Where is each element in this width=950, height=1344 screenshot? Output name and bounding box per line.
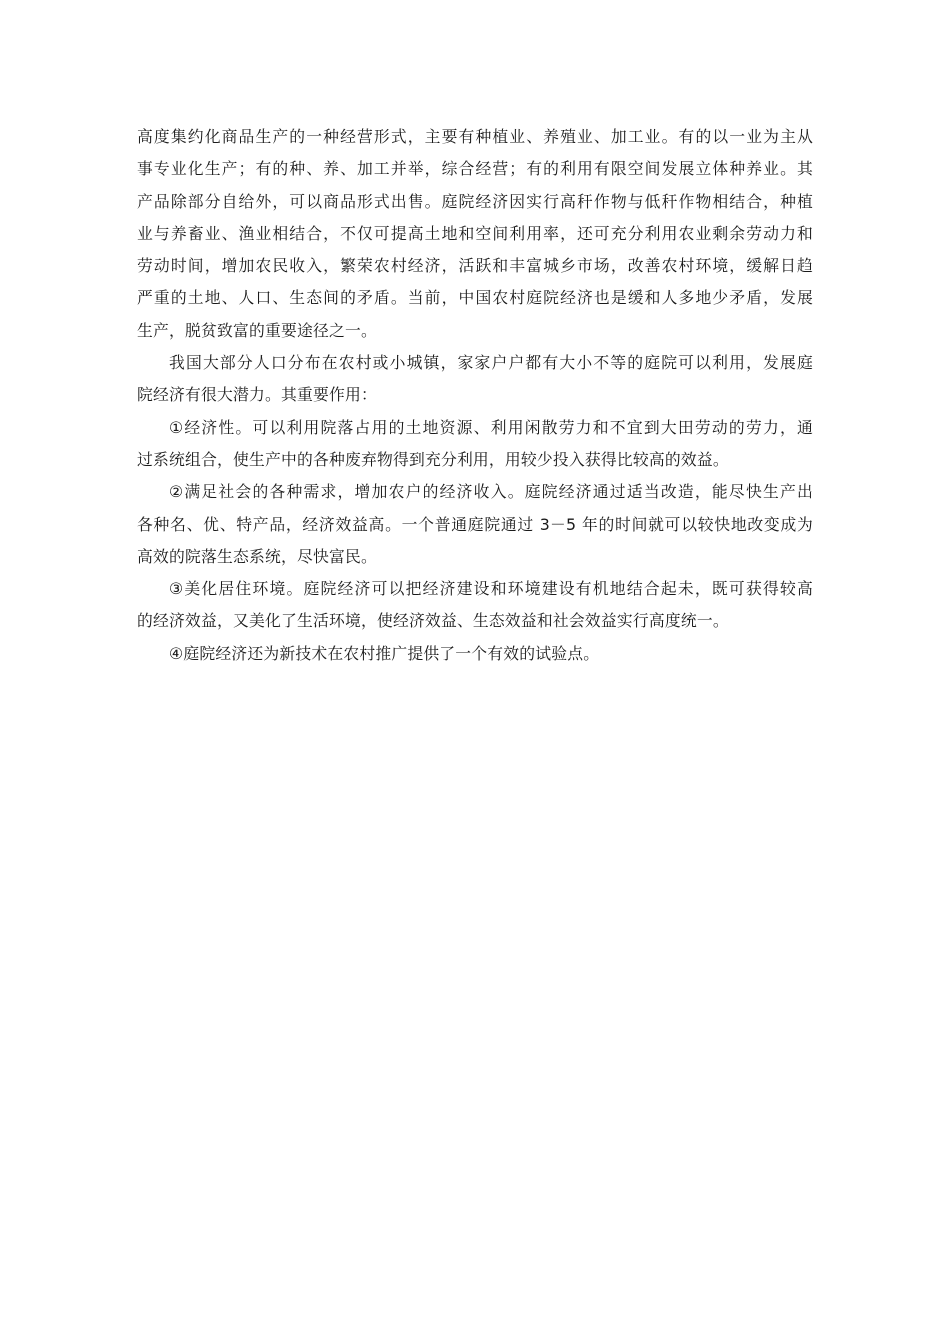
text-line: ④庭院经济还为新技术在农村推广提供了一个有效的试验点。: [169, 643, 600, 663]
text-line: 高度集约化商品生产的一种经营形式，主要有种植业、养殖业、加工业。有的以一业为主从: [137, 127, 813, 146]
paragraph-point-1: [137, 412, 813, 477]
text-line: 我国大部分人口分布在农村或小城镇，家家户户都有大小不等的庭院可以利用，发展庭: [169, 353, 813, 373]
text-line: 产品除部分自给外，可以商品形式出售。庭院经济因实行高秆作物与低秆作物相结合，种植: [137, 191, 813, 211]
text-line: ①经济性。可以利用院落占用的土地资源、利用闲散劳力和不宜到大田劳动的劳力，通: [169, 417, 813, 437]
text-line: 业与养畜业、渔业相结合，不仅可提高土地和空间利用率，还可充分利用农业剩余劳动力和: [137, 223, 813, 243]
text-line: 院经济有很大潜力。其重要作用：: [137, 385, 377, 405]
text-line: 劳动时间，增加农民收入，繁荣农村经济，活跃和丰富城乡市场，改善农村环境，缓解日趋: [137, 256, 813, 276]
text-line: 严重的土地、人口、生态间的矛盾。当前，中国农村庭院经济也是缓和人多地少矛盾，发展: [137, 288, 813, 308]
paragraph-point-3: [137, 573, 813, 638]
text-line: 高效的院落生态系统，尽快富民。: [137, 546, 377, 566]
text-line: 各种名、优、特产品，经济效益高。一个普通庭院通过 3－5 年的时间就可以较快地改变成为: [137, 514, 813, 534]
text-line: 的经济效益，又美化了生活环境，使经济效益、生态效益和社会效益实行高度统一。: [137, 611, 729, 631]
text-line: 生产，脱贫致富的重要途径之一。: [137, 320, 377, 340]
text-line: 事专业化生产；有的种、养、加工并举，综合经营；有的利用有限空间发展立体种养业。其: [137, 159, 813, 179]
paragraph-potential: [137, 347, 813, 412]
text-line: ③美化居住环境。庭院经济可以把经济建设和环境建设有机地结合起未，既可获得较高: [169, 579, 813, 599]
paragraph-point-4: [137, 638, 813, 670]
paragraph-point-2: [137, 476, 813, 573]
text-line: ②满足社会的各种需求，增加农户的经济收入。庭院经济通过适当改造，能尽快生产出: [169, 482, 813, 502]
document-body: [137, 121, 813, 670]
text-line: 过系统组合，使生产中的各种废弃物得到充分利用，用较少投入获得比较高的效益。: [137, 449, 729, 469]
paragraph-intro-continued: [137, 121, 813, 347]
